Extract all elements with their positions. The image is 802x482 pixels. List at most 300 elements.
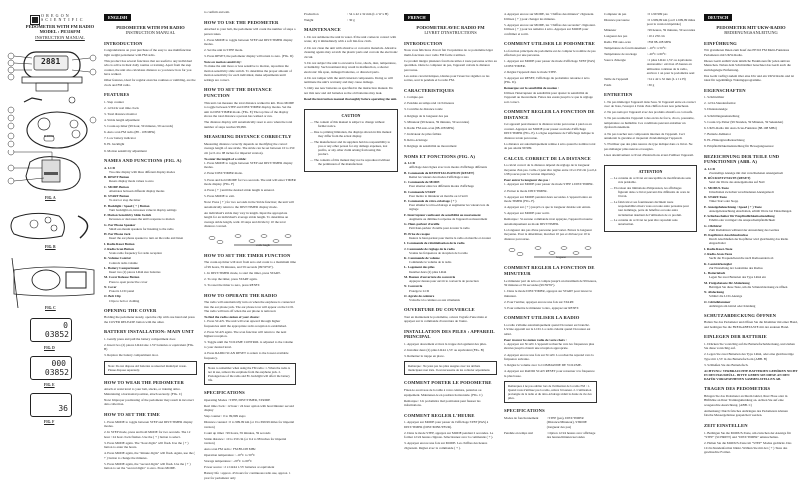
list-item: 4. Press ( + ) until the desired stride length is entered. [204, 188, 275, 193]
fig-c-label: FIG. C [45, 306, 56, 310]
section-heading: MEASURING DISTANCE CORRECTLY [204, 134, 292, 140]
fig-e-bottom-value: 03852 [44, 368, 69, 377]
list-item: 2. Pour l'arrêter, appuyez encore une fois sur START. [504, 299, 575, 304]
part-name: C. MODE Button [104, 184, 129, 189]
list-item: 4. Appuyez sur ( + ) jusqu'à ce que la longueur désirée soit entrée. [504, 205, 591, 210]
note-box [504, 381, 597, 403]
paragraph: Auto scan FM radio : FM 88-108 MHz [204, 447, 256, 452]
list-item: 1. Betätigen Sie die MODUS-Taste, um zwischen der Anzeige für "STEP" (SCHRITT) und "DIST/TIMER" umzuschalten. [704, 430, 791, 440]
part-description: To start or stop the timer [109, 198, 141, 203]
part-description: Installez deux (2) piles LR44 [409, 269, 447, 274]
caution-text: The contents of this manual may not be reproduced without the permission of the manufacturer. [313, 157, 390, 166]
caution-text: Due to printing limitation, the displays shown in this manual may differ from the actual display. [313, 129, 392, 138]
stride-diagram-label: longueur [556, 256, 566, 260]
list-item: 1. Press MODE to toggle between STEP and DIST/TIMER display modes. [204, 160, 293, 170]
list-item: 1. Drücken Sie vorsichtig auf die Batteriefachabdeckung, und ziehen Sie diese vorsichtig auf. [704, 341, 795, 351]
fig-b-label: FIG. B [45, 245, 56, 249]
list-item: 5. Appuyez sur MODE pour sortir. [504, 211, 550, 216]
spec-value: : 54 x 42 x 32 mm (L x W x H) [347, 12, 389, 16]
part-description: Protège le LCD [409, 288, 430, 293]
part-name: K. Lautstärkeregler [704, 261, 733, 266]
paragraph: Remarque : Un podomètre mal positionné peut fausser les informations. [404, 398, 481, 408]
section-heading: INTRODUCTION [404, 40, 443, 46]
section-heading: EIGENSCHAFTEN [704, 87, 746, 93]
part-name: M. Cover Release Button [104, 275, 140, 280]
spec-row [504, 431, 597, 440]
manual-subtitle: INSTRUCTION MANUAL [125, 30, 176, 36]
part-name: Pour entrer la longueur des pas : [504, 178, 551, 183]
list-item: 1. Dans le mode DIST/TIMER, appuyez sur START pour lancer le minuteur. [504, 289, 592, 298]
part-description: Schützt die LCD-Anzeige [709, 294, 743, 299]
spec-value: : 54 x 42 x 32 mm (L x l x H) [646, 76, 686, 81]
paragraph: La longueur des pas d'une personne peut varier. Entrez la longueur moyenne. Pour la déterminer, marchez 10 pas et divisez par 10 la distance parcourue. [504, 227, 592, 241]
paragraph: Stride distance : 10 to 250 cm (or 0.4 to 98 inches for imperial version) [204, 436, 287, 446]
list-item: 2. Do not clean the unit with abrasive or corrosive materials. Abrasive cleaning agents may scratch the plastic parts and corrode the electronic circuit. [304, 45, 398, 59]
spec-row [304, 12, 398, 16]
part-description: Durch Anschließen der Kopfhörer wird gleichzeitig das Radio eingeschaltet [709, 237, 789, 246]
part-description: Insert two (2) pieces LR44 size batteries [109, 270, 161, 275]
list-item: 2. Installez deux (2) piles LR44 1,5V ou équivalent (FIG. B) [404, 347, 484, 352]
paragraph: Cet appareil peut mesurer la distance totale parcourue à pied ou en courant. Appuyez sur MODE pour passer au mode d'affichage DIST/TIMER (FIG. E). La ligne supérieure de l'affichage indique la distance totale parcourue. [504, 122, 594, 140]
caution-item: — The manufacturer and its suppliers hold no responsibility to you or any other person for any damage expenses, lost profits, or any other claim arising from using this product. [310, 139, 391, 157]
paragraph: Nous vous félicitons d'avoir fait l'acquisition de ce podomètre léger multi-fonctions avec radio FM facile à utiliser. [404, 48, 493, 57]
section-heading: INTRODUCTION [104, 40, 143, 46]
part-name: E. Anzeigebeleuchtung / Speed ( + ) Taste [704, 204, 762, 209]
paragraph: Lisez attentivement ce livret d'instructions avant d'utiliser l'appareil. [604, 152, 694, 157]
part-description: Umschalten zwischen verschiedenen Anzeigemodi [709, 189, 774, 194]
caution-item: — Le contenu de ce livret est susceptible de modifications sans avis préalable. [610, 176, 691, 185]
paragraph: Operation temperature : -10°C to 50°C [204, 453, 256, 458]
part-name: B. RÜCKSETZTASTE (RESET) [704, 176, 751, 181]
english-column-3 [304, 12, 398, 180]
part-name: H. Kopfhörer-Anschlussbuchse [704, 233, 748, 238]
cover-title-block [18, 24, 102, 43]
part-name: M. Bouton d'ouverture du couvercle [404, 274, 456, 279]
language-badge: DEUTSCH [704, 14, 732, 21]
list-item: 2. Dans le mode STEP, appuyez sur MODE pendant 2 secondes. Le format 12/24 heures clignote. Sélectionnez avec la commande ( + ). [404, 430, 494, 440]
list-item: 7. Indicateur de piles faibles [404, 131, 442, 136]
part-name: D. START-Taste [704, 195, 727, 200]
caution-item: — Le fabricant et ses fournisseurs déclinent toute responsabilité envers vous ou toute autre personne pour tout dommage, perte de bénéfice ou toute autre réclamation résultant de l'utilisation de ce produit. [610, 200, 689, 217]
part-name: A. LCD [104, 165, 115, 170]
stride-footprints-icon [204, 232, 296, 248]
list-item: 6. Auto scan FM radio (88 - 108 MHz) [104, 130, 156, 135]
list-item: 2. Halten Sie die MODUS-Taste im "STEP" Modus gedrückt. Das 12/24-Stundenformat blinkt. Wählen Sie mit der ( + ) Taste das gewünschte Format. [704, 441, 792, 455]
part-description: Appuyez dessus pour ouvrir le couvercle de protection [409, 279, 479, 284]
list-item: 5. Press MODE again, the "second digits" will flash. Use the ( + ) button to set the "second digits" to zero. Press MODE. [104, 461, 191, 471]
list-item: 1. Appuyez sur SCAN. L'appareil recherche vers les fréquences plus élevées jusqu'à obtenir une réception appropriée. [504, 341, 595, 351]
spec-label: Taille de l'appareil [604, 76, 629, 81]
list-item: 5. N'utiliser que des piles neuves du type indiqué dans ce livret. Ne pas mélanger piles neuves et usagées. [604, 142, 693, 151]
list-item: 3. Ne pas soumettre l'appareil à des excès de force, chocs, poussière, température ou humidité. Ces conditions peuvent entraîner un dysfonctionnement. [604, 116, 695, 130]
part-name: A. LCD [404, 161, 415, 166]
spec-label: Pendule en temps réel [504, 430, 534, 435]
part-description: Turn backlight on, increases value in display settings [109, 207, 177, 212]
spec-label: Distance parcourue [604, 17, 630, 22]
part-description: Erhöht oder verringert die Ansprechempfindlichkeit [709, 218, 776, 223]
section-heading: NOMS ET FONCTIONS (FIG. A) [404, 153, 476, 159]
part-name: J. Radio-Scan-Taste [704, 252, 733, 257]
spec-value: : Option 12/24 heures avec affichage des heures/minutes/secondes [546, 430, 596, 439]
list-item: 2. 12/24-Stundenformat [704, 101, 736, 106]
list-item: 3. Appuyez encore une fois sur MODE. Les chiffres des heures clignotent. Réglez avec la commande ( + ). [404, 441, 488, 450]
list-item: 4. Press MODE again, the "minute digits" will flash. Again, use the ( + ) button to change the minutes. [104, 451, 195, 460]
spec-value: : 2 piles LR44 1,5V ou équivalent. Autonomie : environ 45 heures en utilisation continue de la radio, environ 1 an pour le podomètre seul [646, 57, 695, 75]
list-item: 1. Appuyez sur MODE pour passer du mode d'affichage STEP (PAS) à DIST/TIMER. [504, 59, 596, 68]
manual-title: PODOMETRE AVEC RADIO FM [416, 25, 485, 30]
spec-row [604, 52, 697, 56]
part-description: Insérez le haut-parleur pour mettre la radio en marche et écouter [409, 235, 491, 240]
section-heading: COMMENT PORTER LE PODOMETRE [404, 380, 492, 386]
spec-label: Compteur de pas [604, 12, 627, 16]
part-name: A. LCD [704, 166, 715, 171]
fig-d-bottom-value: 03852 [44, 330, 69, 339]
fig-c-illustration [8, 258, 98, 308]
spec-row [604, 77, 697, 81]
note-text: Remarques à ne pas oublier lors de l'utilisation de la radio FM : 1. Quand vous n'utilisez pas la radio, retirez l'écouteur. 2. L'utilisation prolongée de la radio et du rétro-éclairage réduit la durée de vie des piles. [508, 384, 592, 401]
paragraph: La radio s'allume automatiquement quand l'écouteur est branché. L'icône apparaît sur le LCD. La radio s'éteint quand l'écouteur est retiré. [504, 322, 591, 336]
list-item: 2. Pendule en temps réel 12/24 heures [404, 101, 455, 106]
list-item: 2. Entrez le mode DIST/TIMER. [504, 188, 548, 193]
part-name: ACHTUNG: VERBRAUCHTE BATTERIEN GEHÖREN NICHT IN DEN HAUSMÜLL. BITTE GEBEN SIE DIESE AN DEN DAFÜR VORGESEHENEN SAMMELSTELLEN AB. [704, 369, 798, 382]
part-name: O. Agrafe de ceinture [404, 293, 435, 298]
part-name: Remarque sur la sensibilité de motion : [504, 86, 560, 91]
part-description: Increases or decreases the unit's response to motion [109, 217, 175, 222]
list-item: 3. Press and hold MODE for two seconds. The unit will enter TIMER mode display. (FIG. F) [204, 177, 296, 187]
fig-f-value: 36 [58, 404, 68, 413]
list-item: 9. Motion sensitivity adjustment [104, 148, 147, 153]
spec-label: Production [304, 12, 319, 16]
caution-text: Le contenu de ce livret ne peut être reproduit sans autorisation. [613, 218, 678, 227]
caution-item: — The contents of this manual may not be reproduced without the permission of the manufacturer. [310, 157, 390, 166]
part-description: Zur Einstellung der Lautstärke des Radios [709, 265, 763, 270]
paragraph: Step counter : 0 to 99,999 steps [204, 414, 246, 419]
part-description: Affichage deux lignes avec trois modes d'affichage différents [409, 165, 488, 170]
list-item: 1. Appuyez sur MODE pour passer de l'affichage STEP (PAS) à DIST/TIMER (DIST/MINUTEUR). [404, 420, 489, 429]
paragraph: Battery life : approx. 45 hours for continuous radio use, approx. 1 year for pedometer only [204, 471, 291, 480]
list-item: 1. Schrittzähler [704, 95, 725, 100]
cover-title: PEDOMETER WITH FM RADIO [25, 24, 95, 29]
paragraph: La distance est automatiquement remise à zéro quand le nombre total de pas atteint 99 999. [504, 141, 596, 151]
paragraph: Note: Improper positioning of the pedometer may result in incorrect data collection. [104, 397, 194, 407]
list-item: 2. Press SCAN again. The scan function will return to the next highest reception. [204, 329, 287, 339]
manual-subtitle: BEDIENUNGSANLEITUNG [724, 30, 778, 36]
part-name: N. Couvercle [404, 284, 423, 289]
paragraph: Utilisez l'interrupteur de sensibilité pour ajuster la sensibilité de l'appareil au mouvement. Faites des essais jusqu'à ce que le réglage soit correct. [504, 90, 593, 104]
english-column-2 [204, 10, 296, 482]
section-heading: HOW TO USE THE PEDOMETER [204, 19, 279, 25]
part-description: Two-line display with three different display modes [109, 169, 175, 174]
part-description: Clips to belt or clothing [109, 298, 140, 303]
fig-a-lcd-readout: 2881 [41, 57, 61, 66]
list-item: 8. EL-Hintergrundbeleuchtung [704, 137, 745, 142]
list-item: 1. Step counter [104, 99, 124, 104]
caution-text: Le fabricant et ses fournisseurs déclinent toute responsabilité envers vous ou toute autre personne pour tout dommage, perte de bénéfice ou toute autre réclamation résultant de l'utilisation de ce produit. [613, 200, 689, 217]
part-description: Setzt die Werte des Anzeigemodus auf Null [709, 180, 765, 185]
fig-d-label: FIG. D [44, 346, 55, 350]
french-column-3 [604, 12, 697, 240]
part-name: E. Commande de rétro-éclairage ( + ) [404, 199, 457, 204]
part-description: Insert the ear phone speaker to turn on the radio and listen [109, 236, 184, 241]
section-heading: COMMENT UTILISER LE PODOMETRE [504, 41, 595, 47]
spec-label: Température de fonctionnement [604, 45, 647, 50]
section-heading: MAINTENANCE [304, 27, 341, 33]
part-name: O. Gürtelklammer [704, 299, 731, 304]
list-item: 1. Ne pas immerger l'appareil dans l'eau. Si l'appareil entre en contact avec de l'eau, l'essuyer à l'aide d'un chiffon doux non pelucheux. [604, 99, 696, 109]
part-name: F. Motion Sensitivity Slide Switch [104, 213, 152, 218]
part-name: C. Commande de MODE [404, 180, 440, 185]
part-name: I. Radio Reset-Taste [704, 246, 733, 251]
manual-title: PEDOMETER WITH FM RADIO [116, 25, 185, 30]
list-item: 6. Radio FM auto-scan (88-108 MHz) [404, 125, 455, 130]
manual-subtitle: LIVRET D'INSTRUCTIONS [424, 30, 477, 36]
list-item: 4. Appuyez encore sur MODE, les "chiffres des minutes" clignotent. Utilisez ( + ) pour changer les minutes. [504, 12, 595, 21]
paragraph: Measuring distance correctly depends on modifying the correct average length of one stride. The stride can be set between 10 to 250 cm (or 0.4 to 98 inches for imperial version). [204, 141, 295, 155]
list-item: 3. Replace the battery compartment door. [104, 353, 159, 358]
paragraph: Tout en maintenant le podomètre, ouvrez l'agrafe d'une main et appuyez sur la commande d'ouverture de l'autre. [404, 314, 488, 324]
paragraph: Le minuteur part de zéro et compte jusqu'à un maximum de 99 heures, 59 minutes et 59 secondes (99:59'59"). [504, 278, 597, 288]
part-description: Sucht die Frequenzbereiche nach Radiosendern ab [709, 256, 774, 261]
part-name: Note on motion sensitivity: [204, 60, 242, 65]
list-item: 2. Réglez l'appareil dans le mode STEP. [504, 69, 557, 74]
part-description: Anzeigebeleuchtung einschalten, erhöht Werte bei Einstellungen [709, 208, 792, 213]
list-item: 5. Count-Up-Timer (99 Stunden, 59 Minuten, 59 Sekunden) [704, 119, 784, 124]
list-item: 1. Appuyez doucement et tirez la trappe du logement des piles. [404, 341, 487, 346]
spec-value: : 30 g [646, 82, 655, 87]
spec-label: Weight [304, 17, 314, 22]
paragraph: Ce produit intègre plusieurs fonctions utiles à toute personne active au quotidien. Outre le compteur de pas, l'appareil calcule la distance parcourue. [404, 58, 497, 72]
paragraph: La fonction principale du podomètre est de compter le nombre de pas effectués par une personne. [504, 48, 596, 58]
list-item: 5. Only use new batteries as specified in the instruction manual. Do not mix new and old batteries as the old batteries may leak. [304, 86, 394, 95]
part-description: Small ear-mount speakers for listening to the radio [109, 226, 174, 231]
list-item: 3. Toggle until the VOLUME CONTROL is adjusted to the volume to your desired level. [204, 340, 293, 349]
spec-row [604, 18, 697, 27]
stride-footprints-icon [504, 244, 596, 260]
part-name: C. MODUS-Taste [704, 185, 729, 190]
part-name: D. Commande START [404, 189, 436, 194]
spec-value: : -20°C à 60°C [646, 51, 667, 56]
german-column-1 [704, 0, 798, 456]
list-item: 4. Stride length adjustment [104, 118, 140, 123]
spec-label: Modes de fonctionnement [504, 415, 539, 420]
spec-row [304, 18, 398, 22]
part-name: O. Belt Clip [104, 294, 121, 299]
paragraph: Das Gerät verfügt zudem über eine Uhr und ein UKW-Radio und ist ideal für regelmäßige Trainingsprogramme. [704, 73, 794, 83]
caution-item: — Le contenu de ce livret ne peut être reproduit sans autorisation. [610, 218, 678, 227]
spec-row [604, 83, 697, 87]
list-item: 3. Do not subject the unit to excessive force, shock, dust, temperature, or humidity. Such treatment may result in malfunction, a shorter electronic life span, damaged batteries, or distorted parts. [304, 60, 397, 74]
section-heading: COMMENT REGLER LA FONCTION DE MINUTEUR [504, 265, 595, 276]
caution-title: CAUTION [341, 112, 361, 118]
cover-subtitle: INSTRUCTION MANUAL [35, 34, 85, 40]
paragraph: Operating Modes : STEP, DIST/TIMER, STRIDE [204, 397, 271, 402]
spec-value: : 30 g [347, 17, 355, 22]
note-box [104, 361, 197, 375]
note-box [204, 363, 296, 385]
device-back-illustration [2, 94, 100, 150]
section-heading: ZEIT EINSTELLEN [704, 422, 748, 428]
part-description: S'attache à la ceinture ou aux vêtements [409, 298, 460, 303]
paragraph: The radio will automatically turn on when the earphone is connected into the ear phone jack. The ear phone icon will appear on the LCD. The radio will turn off when the ear phone is removed. [204, 300, 295, 314]
part-description: Protects LCD panel [109, 289, 135, 294]
manual-title: PEDOMETER MIT UKW-RADIO [716, 25, 786, 30]
section-heading: ENTRETIEN [604, 92, 633, 98]
paragraph: Anmerkung: Durch falsches Anbringen des Pedometers können falsche Messergebnisse gespeichert werden. [704, 408, 788, 418]
fig-e-top-value: 000 [51, 359, 66, 368]
part-name: Read the instruction manual thoroughly before operating the unit. [304, 96, 398, 101]
caution-text: Le contenu de ce livret est susceptible de modifications sans avis préalable. [613, 176, 691, 185]
spec-label: Température de stockage [604, 51, 637, 56]
list-item: 3. Total distance monitor [104, 111, 137, 116]
caution-box [604, 165, 697, 232]
section-heading: BATTERY INSTALLATION: MAIN UNIT [104, 329, 194, 335]
spec-row [604, 12, 697, 16]
part-name: J. Commande de réglage de la radio [404, 246, 455, 251]
list-item: 1. Gently press and pull the battery compartment door. [104, 336, 176, 341]
list-item: 3. Schließen Sie das Batteriefach. [704, 362, 749, 367]
list-item: 8. Rétro-éclairage [404, 137, 428, 142]
list-item: 1. Do not submerse the unit in water. If the unit comes in contact with water, dry it immediately with a soft lint-free cloth. [304, 34, 397, 44]
part-name: B. RESET Button [104, 175, 130, 180]
list-item: 4. Réglage de la longueur des pas [404, 113, 449, 118]
part-name: D. START Button [104, 194, 130, 199]
spec-value: : 99 heures, 59 minutes, 59 secondes [646, 28, 696, 33]
paragraph: Distance counted : 0 to 999.99 km (or 0 to 699.99 miles for imperial version) [204, 420, 295, 429]
note-text: Note: Do not dispose old batteries as unsorted municipal waste. Please dispose separately. [108, 363, 187, 372]
list-item: 2. Appuyez encore une fois sur SCAN. La recherche reprend vers la fréquence suivante. [504, 352, 594, 362]
paragraph: The distance display will automatically reset to zero when the total number of steps reaches 99,999. [204, 120, 293, 129]
part-name: To enter the length of a stride: [204, 156, 247, 161]
spec-label: Radio FM auto-scan [604, 40, 631, 45]
paragraph: La calcul correct de la distance dépend du réglage de la longueur moyenne d'un pas. Celle-ci peut être réglée entre 10 et 250 cm (ou 0,4 à 98 pouces pour la version impériale). [504, 163, 597, 177]
part-description: Anbringen am Gürtel oder Kleidung [709, 303, 756, 308]
french-column-1 [404, 0, 497, 452]
fig-a-label: FIG. A [45, 196, 56, 200]
list-item: 8. EL backlight [104, 142, 125, 147]
paragraph: An individual's stride may vary in length. Input the appropriate length for an individual's average stride length. To determine an average stride length, walk 10 steps and divide by 10 the total distance covered. [204, 210, 289, 229]
section-heading: HOW TO SET THE TIMER FUNCTION [204, 252, 291, 258]
part-name: G. Ear Phone Speaker [104, 222, 136, 227]
section-heading: TRAGEN DES PEDOMETERS [704, 386, 771, 392]
spec-row [504, 416, 597, 429]
brand-line-2: SCIENTIFIC [41, 17, 85, 23]
paragraph: Attach at waist level to your belt, slacks, or training attire. Maintaining a horizontal position, attach securely. (FIG. C) [104, 387, 183, 396]
list-item: 1. Appuyez sur MODE pour passer du mode STEP à DIST/TIMER. [504, 182, 594, 187]
part-description: Pour alterner entre les différents modes d'affichage [409, 184, 474, 189]
part-name: M. Freigabetaste für Abdeckung [704, 280, 750, 285]
french-column-2 [504, 12, 597, 441]
paragraph: To make the unit more or less sensitive to motion, reposition the motion sensitivity slide switch. To determine the proper amount of motion sensitivity for each individual, make adjustments until settings are correct. [204, 64, 292, 82]
spec-value: : STEP (pas), DIST/TIMER (Distance/Minuteur), STRIDE (longueur des pas) [546, 415, 587, 429]
list-item: 1. Compte-pas [404, 95, 424, 100]
section-heading: HOW TO SET THE DISTANCE FUNCTION [204, 87, 272, 99]
paragraph: Attached to your belt, the pedometer will count the number of steps a person takes. [204, 27, 296, 36]
paragraph: Remarque : Si aucune commande n'est appuyée, l'appareil retourne automatiquement au mode DIST/TIMER. [504, 217, 593, 226]
part-description: Scanne les fréquences de réception de la radio [409, 250, 468, 255]
spec-value: : 0 à 999,99 km (ou 0 à 699,99 miles pour la version impériale) [646, 17, 696, 27]
list-item: 9. Réglage de sensibilité au mouvement [404, 144, 457, 149]
caution-item: — The content of this manual is subject to change without further notice. [310, 119, 385, 129]
paragraph: Dieses Gerät enthält viele nützliche Funktionen für jeden aktiven Menschen. Neben dem Schrittzähler berechnet das Gerät auch die zurückgelegte Entfernung. [704, 58, 791, 72]
brand-line-1: OREGON [41, 13, 71, 18]
list-item: 4. Ne pas toucher aux composants internes de l'appareil. Ceci annulerait la garantie et risquerait d'endommager l'appareil. [604, 131, 685, 141]
part-name: G. Haut-parleur d'oreille [404, 222, 440, 227]
part-description: Resets display mode values to zero [109, 179, 154, 184]
section-heading: EINLEGEN DER BATTERIE [704, 334, 767, 340]
part-description: Timer Start oder Stopp [709, 199, 739, 204]
caution-title: ATTENTION [638, 169, 663, 175]
part-name: N. Abdeckung [704, 290, 724, 295]
part-description: Pour mettre le minuteur en marche ou à l'arrêt [409, 193, 468, 198]
list-item: 5. Appuyez encore sur MODE, les "chiffres des secondes" clignotent. Utilisez ( + ) pour les remettre à zéro. Appuyez sur MODE pour confirmer et sortir. [504, 22, 596, 36]
list-item: 2. Legen Sie zwei Batterien des Typs LR44, oder eine gleichwertige Type mit 1,5V in das Batteriefach ein (ABB. B) [704, 352, 794, 361]
paragraph: Storage temperature : -20°C to 60°C [204, 459, 253, 464]
list-item: 4. Do not tamper with the unit's internal components. Doing so will terminate the unit's warranty and may cause damage. [304, 75, 393, 85]
part-description: Press to open protective cover [109, 279, 148, 284]
section-heading: INSTALLATION DES PILES : APPAREIL PRINCIPAL [404, 328, 495, 340]
part-name: F. Interrupteur coulissant de sensibilité au mouvement [404, 212, 481, 217]
part-name: E. Backlight / Speed ( + ) Button [104, 203, 150, 208]
paragraph: This unit can measure the total distance walked in km. Press MODE to toggle between STEP and DIST/TIMER display modes. Set the unit in DIST/TIMER mode. (FIG. E) The top line of the display shows the total distance a person has walked or run. [204, 100, 295, 119]
section-heading: SPECIFICATIONS [504, 408, 545, 414]
spec-value: : -10°C à 50°C [646, 45, 667, 50]
list-item: 1. Press SCAN. The unit will scan upward through higher frequencies until the appropriate radio reception is established. [204, 319, 287, 328]
list-item: 7. Low battery indicator [104, 136, 136, 141]
spec-row [604, 28, 697, 32]
part-name: Pour trouver la station radio de votre choix : [504, 337, 567, 342]
part-description: Remet les valeurs des modes d'affichage à zéro [409, 174, 470, 179]
part-description: Augmente ou diminue la réponse de l'appareil au mouvement [409, 216, 488, 221]
part-name: G. Ohrhörer [704, 223, 722, 228]
section-heading: HOW TO WEAR THE PEDOMETER [104, 379, 184, 385]
caution-box [304, 109, 398, 172]
part-description: Scans radio frequency for radio reception [109, 251, 162, 256]
part-name: J. Radio Scan Button [104, 247, 134, 251]
section-heading: EINFÜHRUNG [704, 40, 737, 46]
section-heading: BEZEICHNUNG DER TEILE UND FUNKTIONEN (ABB. A) [704, 153, 780, 165]
spec-row [604, 40, 697, 44]
paragraph: This product has several functions that are useful to any individual who is active in their daily routine or training. Apart from the step counter, the unit also calculates distance so you know how far you have walked. [104, 58, 192, 77]
caution-item: — En raison des limitations d'impression, les affichages figurant dans ce livret peuvent être différents de ceux de l'écran. [610, 186, 690, 199]
spec-label: Minuteur [604, 28, 617, 33]
stride-diagram-label: stride length [256, 243, 270, 247]
paragraph: Power source : 2 x LR44 1.5V batteries or equivalent [204, 465, 275, 470]
part-description: Pour allumer le rétro-éclairage et augmenter les valeurs lors du réglage [409, 203, 490, 212]
part-name: K. Volume Control [104, 256, 131, 261]
paragraph: Wir gratulieren Ihnen zum Kauf des PE316 FM Multi-Funktions Pedometers mit UKW-Radio. [704, 48, 790, 57]
part-name: N. Cover [104, 284, 117, 289]
radio-button-label: RADIO [44, 134, 55, 138]
section-heading: OPENING THE COVER [104, 307, 157, 313]
list-item: 3. Remettez la trappe en place. [404, 353, 445, 358]
fig-d-top-value: 0 [63, 321, 68, 330]
fig-e-label: FIG. E [44, 383, 55, 387]
list-item: 2. Ne pas nettoyer l'appareil avec des produits abrasifs ou corrosifs. [604, 110, 694, 115]
paragraph: Other features, ideal for regular exercise routines or rambling, are the clock and FM radio. [104, 78, 196, 87]
spec-label: Source d'énergie [604, 57, 626, 62]
list-item: 2. Set the unit in STEP mode. [204, 48, 244, 53]
list-item: 1. Press MODE to toggle between STEP and DIST/TIMER display modes. [104, 419, 193, 429]
section-heading: FEATURES [104, 92, 130, 98]
list-item: 9. Empfindlichkeitseinstellung für Bewegungssensor [704, 144, 774, 149]
section-heading: COMMENT UTILISER LA RADIO [504, 315, 580, 321]
stride-diagram [504, 244, 597, 260]
list-item: 1. Press MODE to toggle between STEP and DIST/TIMER display modes. [204, 37, 293, 47]
list-item: 3. Appuyez sur RESET, l'affichage du podomètre retourne à zéro (FIG. D). [504, 75, 590, 85]
paragraph: Les autres caractéristiques, idéales pour l'exercice régulier ou les sorties, sont la pendule et la radio FM. [404, 73, 490, 83]
spec-value: : 10 à 250 cm [646, 34, 665, 39]
list-item: 4. Press RADIO SCAN RESET to return to the lowest available frequency. [204, 351, 289, 360]
